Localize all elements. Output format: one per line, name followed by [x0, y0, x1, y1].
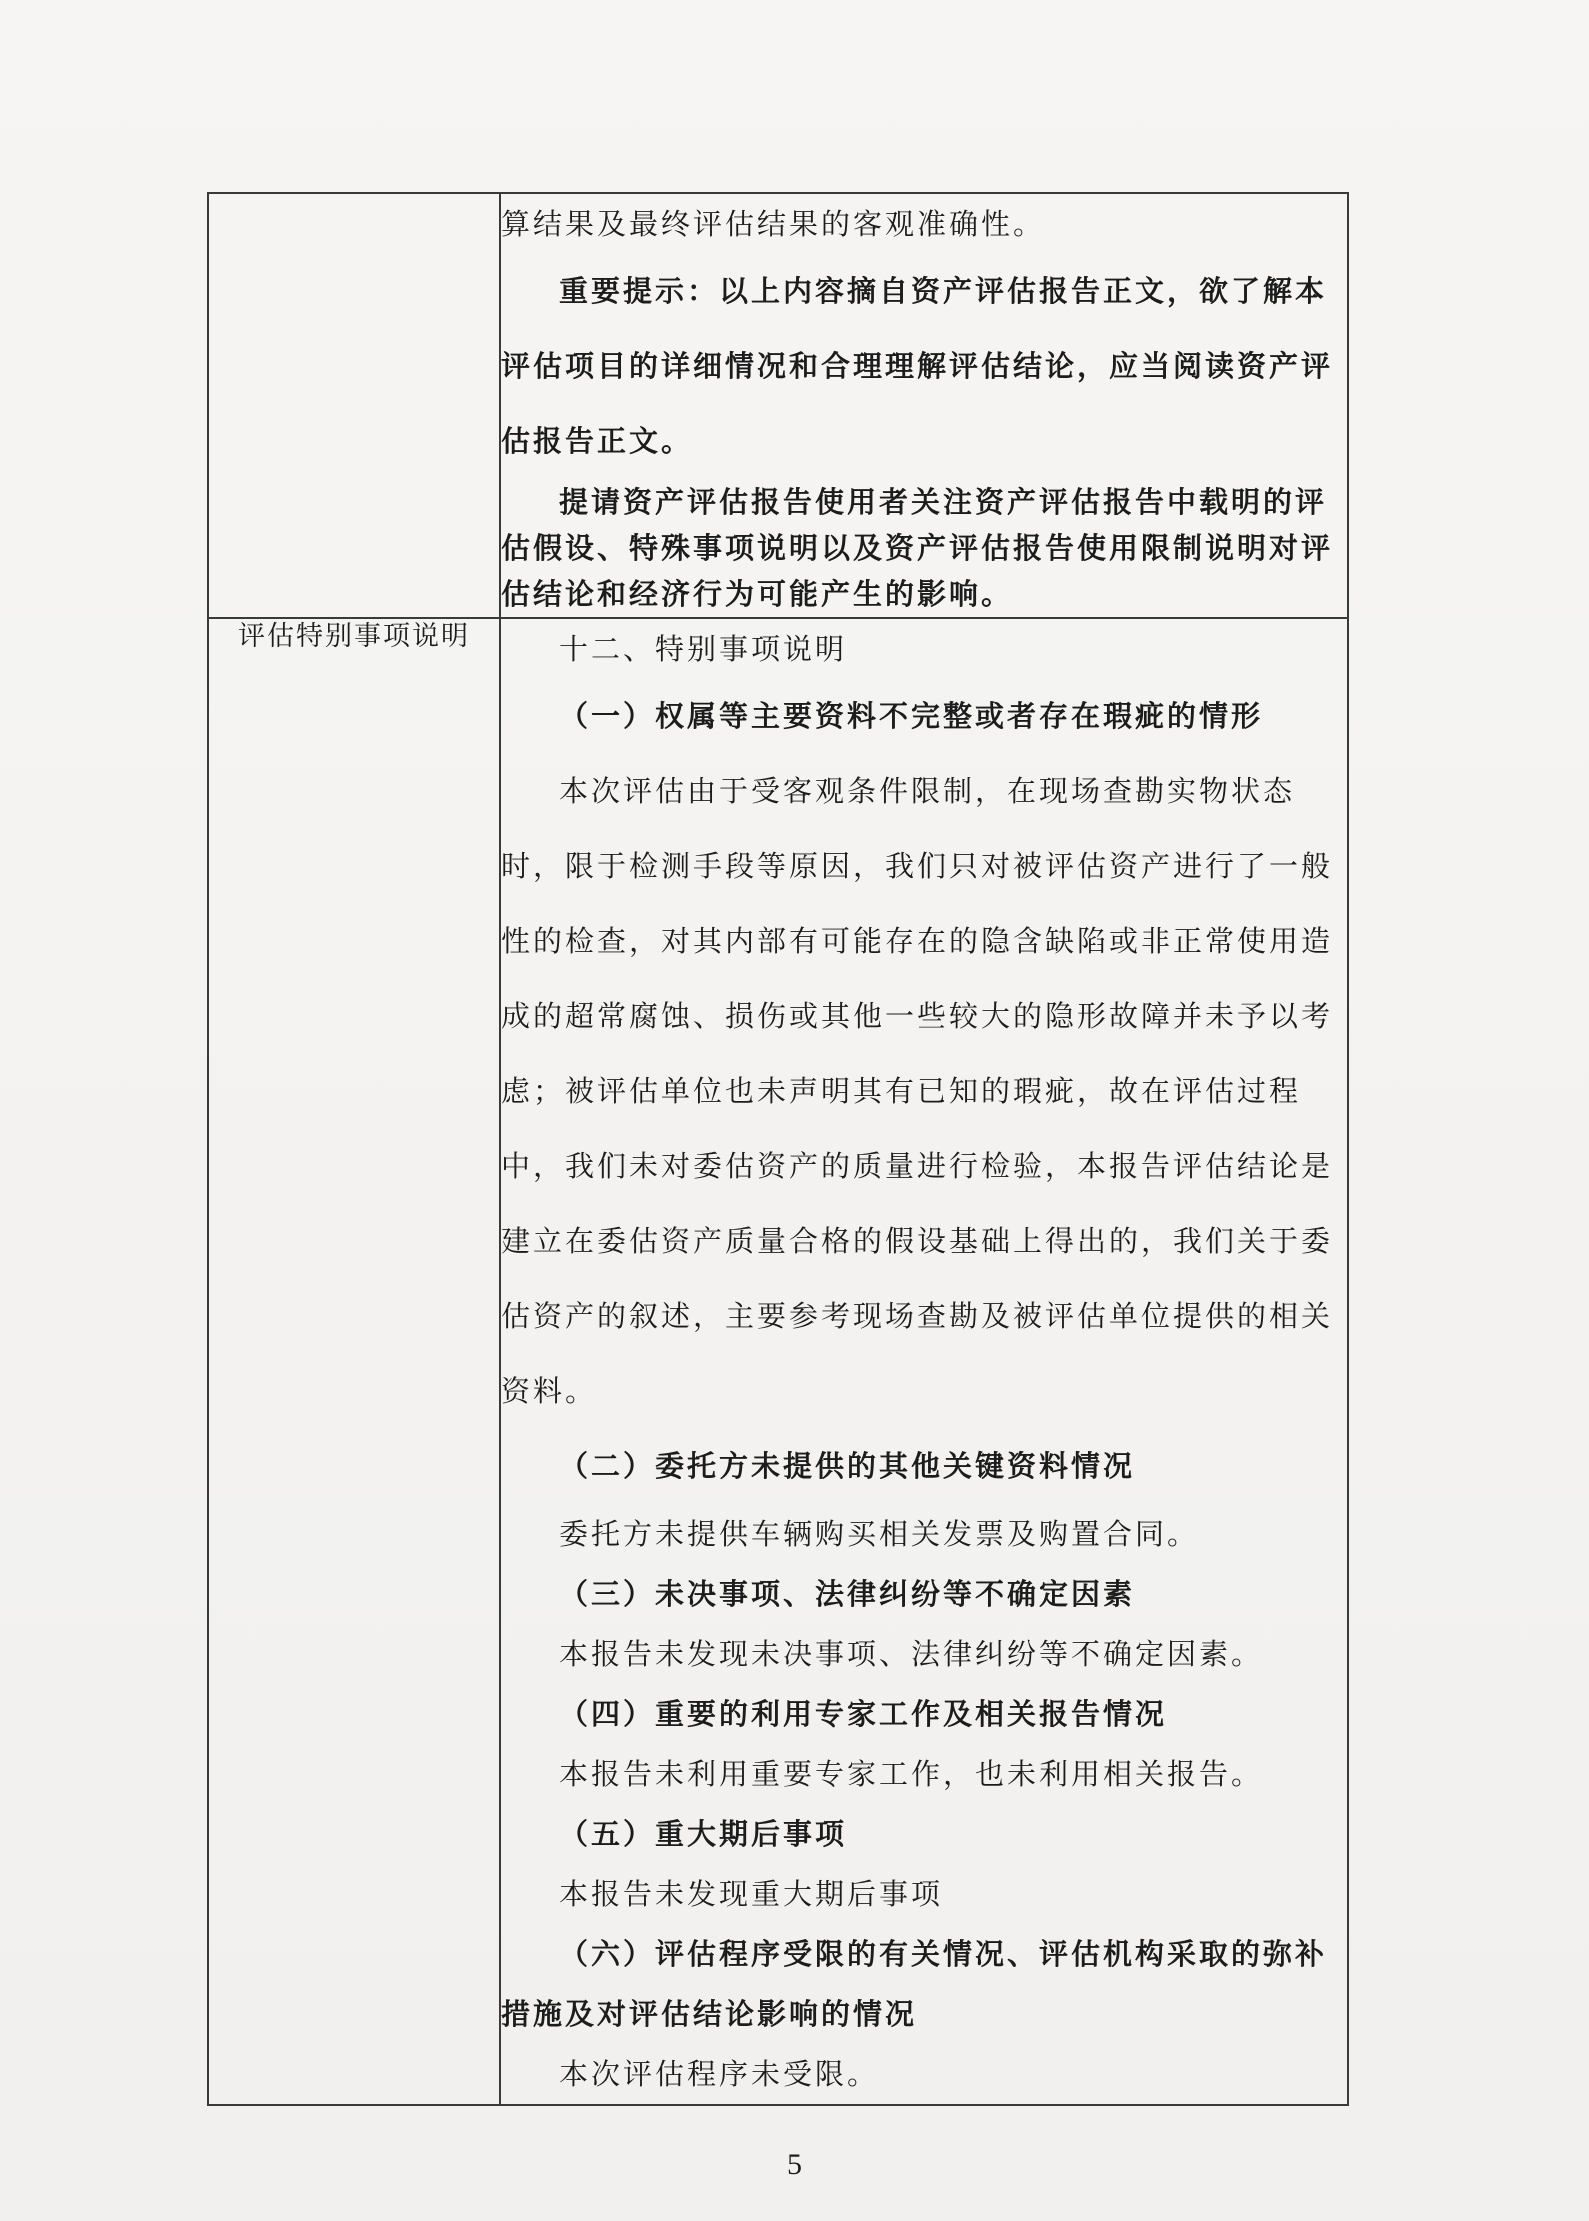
continuation-text: 算结果及最终评估结果的客观准确性。	[501, 207, 1046, 241]
subsection-3-title: （三）未决事项、法律纠纷等不确定因素	[559, 1577, 1136, 1611]
subsection-4-title: （四）重要的利用专家工作及相关报告情况	[559, 1697, 1168, 1731]
subsection-4-body: 本报告未利用重要专家工作，也未利用相关报告。	[559, 1757, 1264, 1791]
subsection-6-title: （六）评估程序受限的有关情况、评估机构采取的弥补措施及对评估结论影响的情况	[501, 1937, 1328, 2031]
section-title: 十二、特别事项说明	[559, 632, 848, 666]
subsection-5-body: 本报告未发现重大期后事项	[559, 1877, 944, 1911]
subsection-1-title: （一）权属等主要资料不完整或者存在瑕疵的情形	[559, 699, 1264, 733]
empty-label-cell	[208, 193, 500, 618]
subsection-6-body: 本次评估程序未受限。	[559, 2057, 880, 2091]
table-row	[208, 618, 1348, 2105]
user-reminder: 提请资产评估报告使用者关注资产评估报告中载明的评估假设、特殊事项说明以及资产评估报告使用限制说明对评估结论和经济行为可能产生的影响。	[501, 485, 1334, 611]
report-table	[207, 192, 1349, 2106]
subsection-2-body: 委托方未提供车辆购买相关发票及购置合同。	[559, 1517, 1200, 1551]
special-matters-cell	[500, 618, 1348, 2105]
subsection-2-title: （二）委托方未提供的其他关键资料情况	[559, 1449, 1136, 1483]
summary-content-cell	[500, 193, 1348, 618]
subsection-1-body: 本次评估由于受客观条件限制，在现场查勘实物状态时，限于检测手段等原因，我们只对被评估资产进行了一般性的检查，对其内部有可能存在的隐含缺陷或非正常使用造成的超常腐蚀、损伤或其他一些较大的隐形故障并未予以考虑；被评估单位也未声明其有已知的瑕疵，故在评估过程中，我们未对委估资产的质量进行检验，本报告评估结论是建立在委估资产质量合格的假设基础上得出的，我们关于委估资产的叙述，主要参考现场查勘及被评估单位提供的相关资料。	[501, 774, 1334, 1408]
subsection-5-title: （五）重大期后事项	[559, 1817, 848, 1851]
subsection-3-body: 本报告未发现未决事项、法律纠纷等不确定因素。	[559, 1637, 1264, 1671]
table-row	[208, 193, 1348, 618]
row-label-cell	[208, 618, 500, 2105]
page-number: 5	[787, 2148, 802, 2181]
row-label: 评估特别事项说明	[238, 621, 470, 652]
important-notice: 重要提示：以上内容摘自资产评估报告正文，欲了解本评估项目的详细情况和合理理解评估结论，应当阅读资产评估报告正文。	[501, 274, 1334, 458]
